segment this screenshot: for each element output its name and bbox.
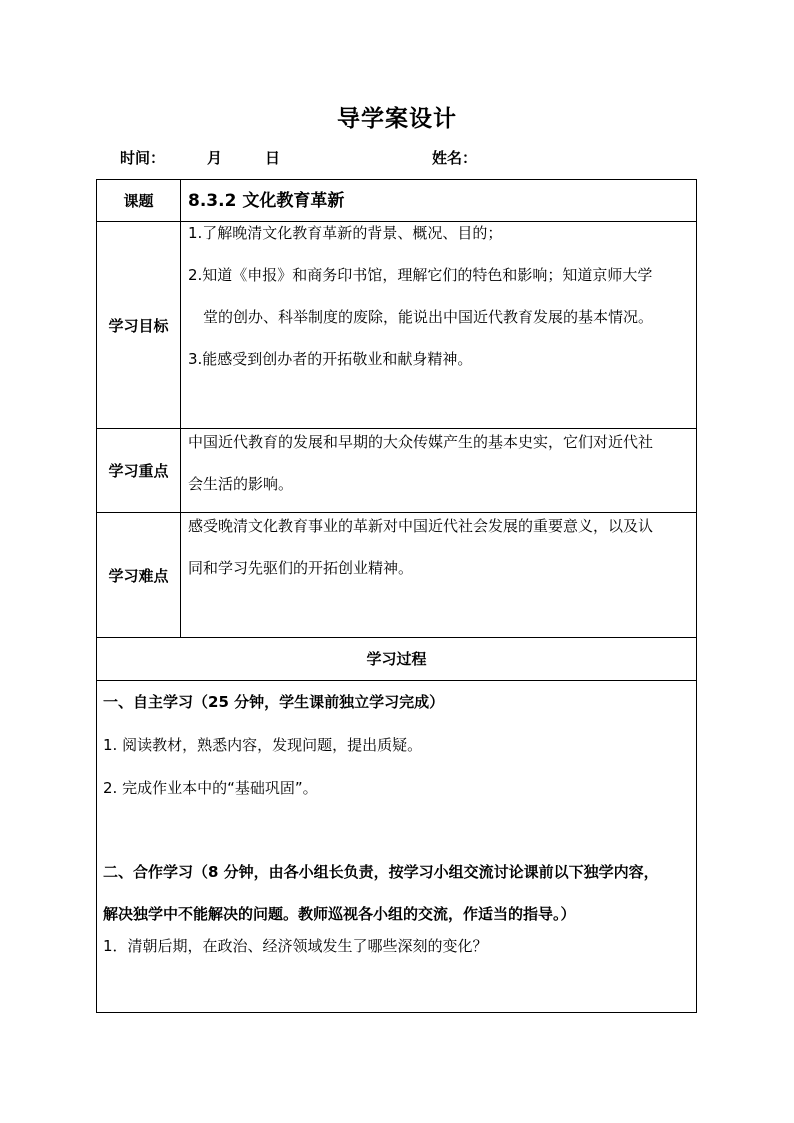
- difficulties-line: 同和学习先驱们的开拓创业精神。: [188, 559, 414, 577]
- time-label: 时间：: [120, 149, 166, 167]
- objective-item: 2.知道《申报》和商务印书馆，理解它们的特色和影响；知道京师大学: [188, 266, 653, 284]
- key-points-cell: [181, 429, 696, 512]
- section1-title: 一、自主学习（25 分钟，学生课前独立学习完成）: [103, 693, 445, 711]
- objective-item: 3.能感受到创办者的开拓敬业和献身精神。: [188, 350, 473, 368]
- difficulties-line: 感受晚清文化教育事业的革新对中国近代社会发展的重要意义，以及认: [188, 517, 654, 535]
- section2-title-continuation: 解决独学中不能解决的问题。教师巡视各小组的交流，作适当的指导。）: [103, 905, 576, 923]
- key-points-line: 会生活的影响。: [188, 475, 294, 493]
- process-heading-row: [97, 638, 696, 681]
- day-label: 日: [265, 149, 281, 167]
- section1-item: 2. 完成作业本中的“基础巩固”。: [103, 779, 318, 797]
- section2-title: 二、合作学习（8 分钟，由各小组长负责，按学习小组交流讨论课前以下独学内容，: [103, 863, 659, 881]
- section2-item: 1．清朝后期，在政治、经济领域发生了哪些深刻的变化？: [103, 937, 488, 955]
- difficulties-cell: [181, 513, 696, 637]
- difficulties-row: [97, 513, 696, 638]
- topic-value: 8.3.2 文化教育革新: [188, 191, 345, 211]
- objectives-row: [97, 222, 696, 429]
- objective-item-continuation: 堂的创办、科举制度的废除，能说出中国近代教育发展的基本情况。: [203, 308, 654, 326]
- topic-cell: [181, 180, 696, 221]
- lesson-table: [96, 179, 697, 1013]
- name-label: 姓名：: [432, 149, 478, 167]
- section1-item: 1. 阅读教材，熟悉内容，发现问题，提出质疑。: [103, 736, 423, 754]
- difficulties-label: 学习难点: [97, 513, 181, 637]
- process-body: [97, 681, 696, 1012]
- key-points-row: [97, 429, 696, 513]
- topic-row: [97, 180, 696, 222]
- key-points-label: 学习重点: [97, 429, 181, 512]
- key-points-line: 中国近代教育的发展和早期的大众传媒产生的基本史实，它们对近代社: [188, 433, 654, 451]
- objectives-label: 学习目标: [97, 222, 181, 428]
- page-title: 导学案设计: [337, 106, 457, 132]
- month-label: 月: [207, 149, 223, 167]
- process-heading: 学习过程: [366, 649, 427, 668]
- objectives-cell: [181, 222, 696, 428]
- topic-label: 课题: [97, 180, 181, 221]
- objective-item: 1.了解晚清文化教育革新的背景、概况、目的；: [188, 224, 503, 242]
